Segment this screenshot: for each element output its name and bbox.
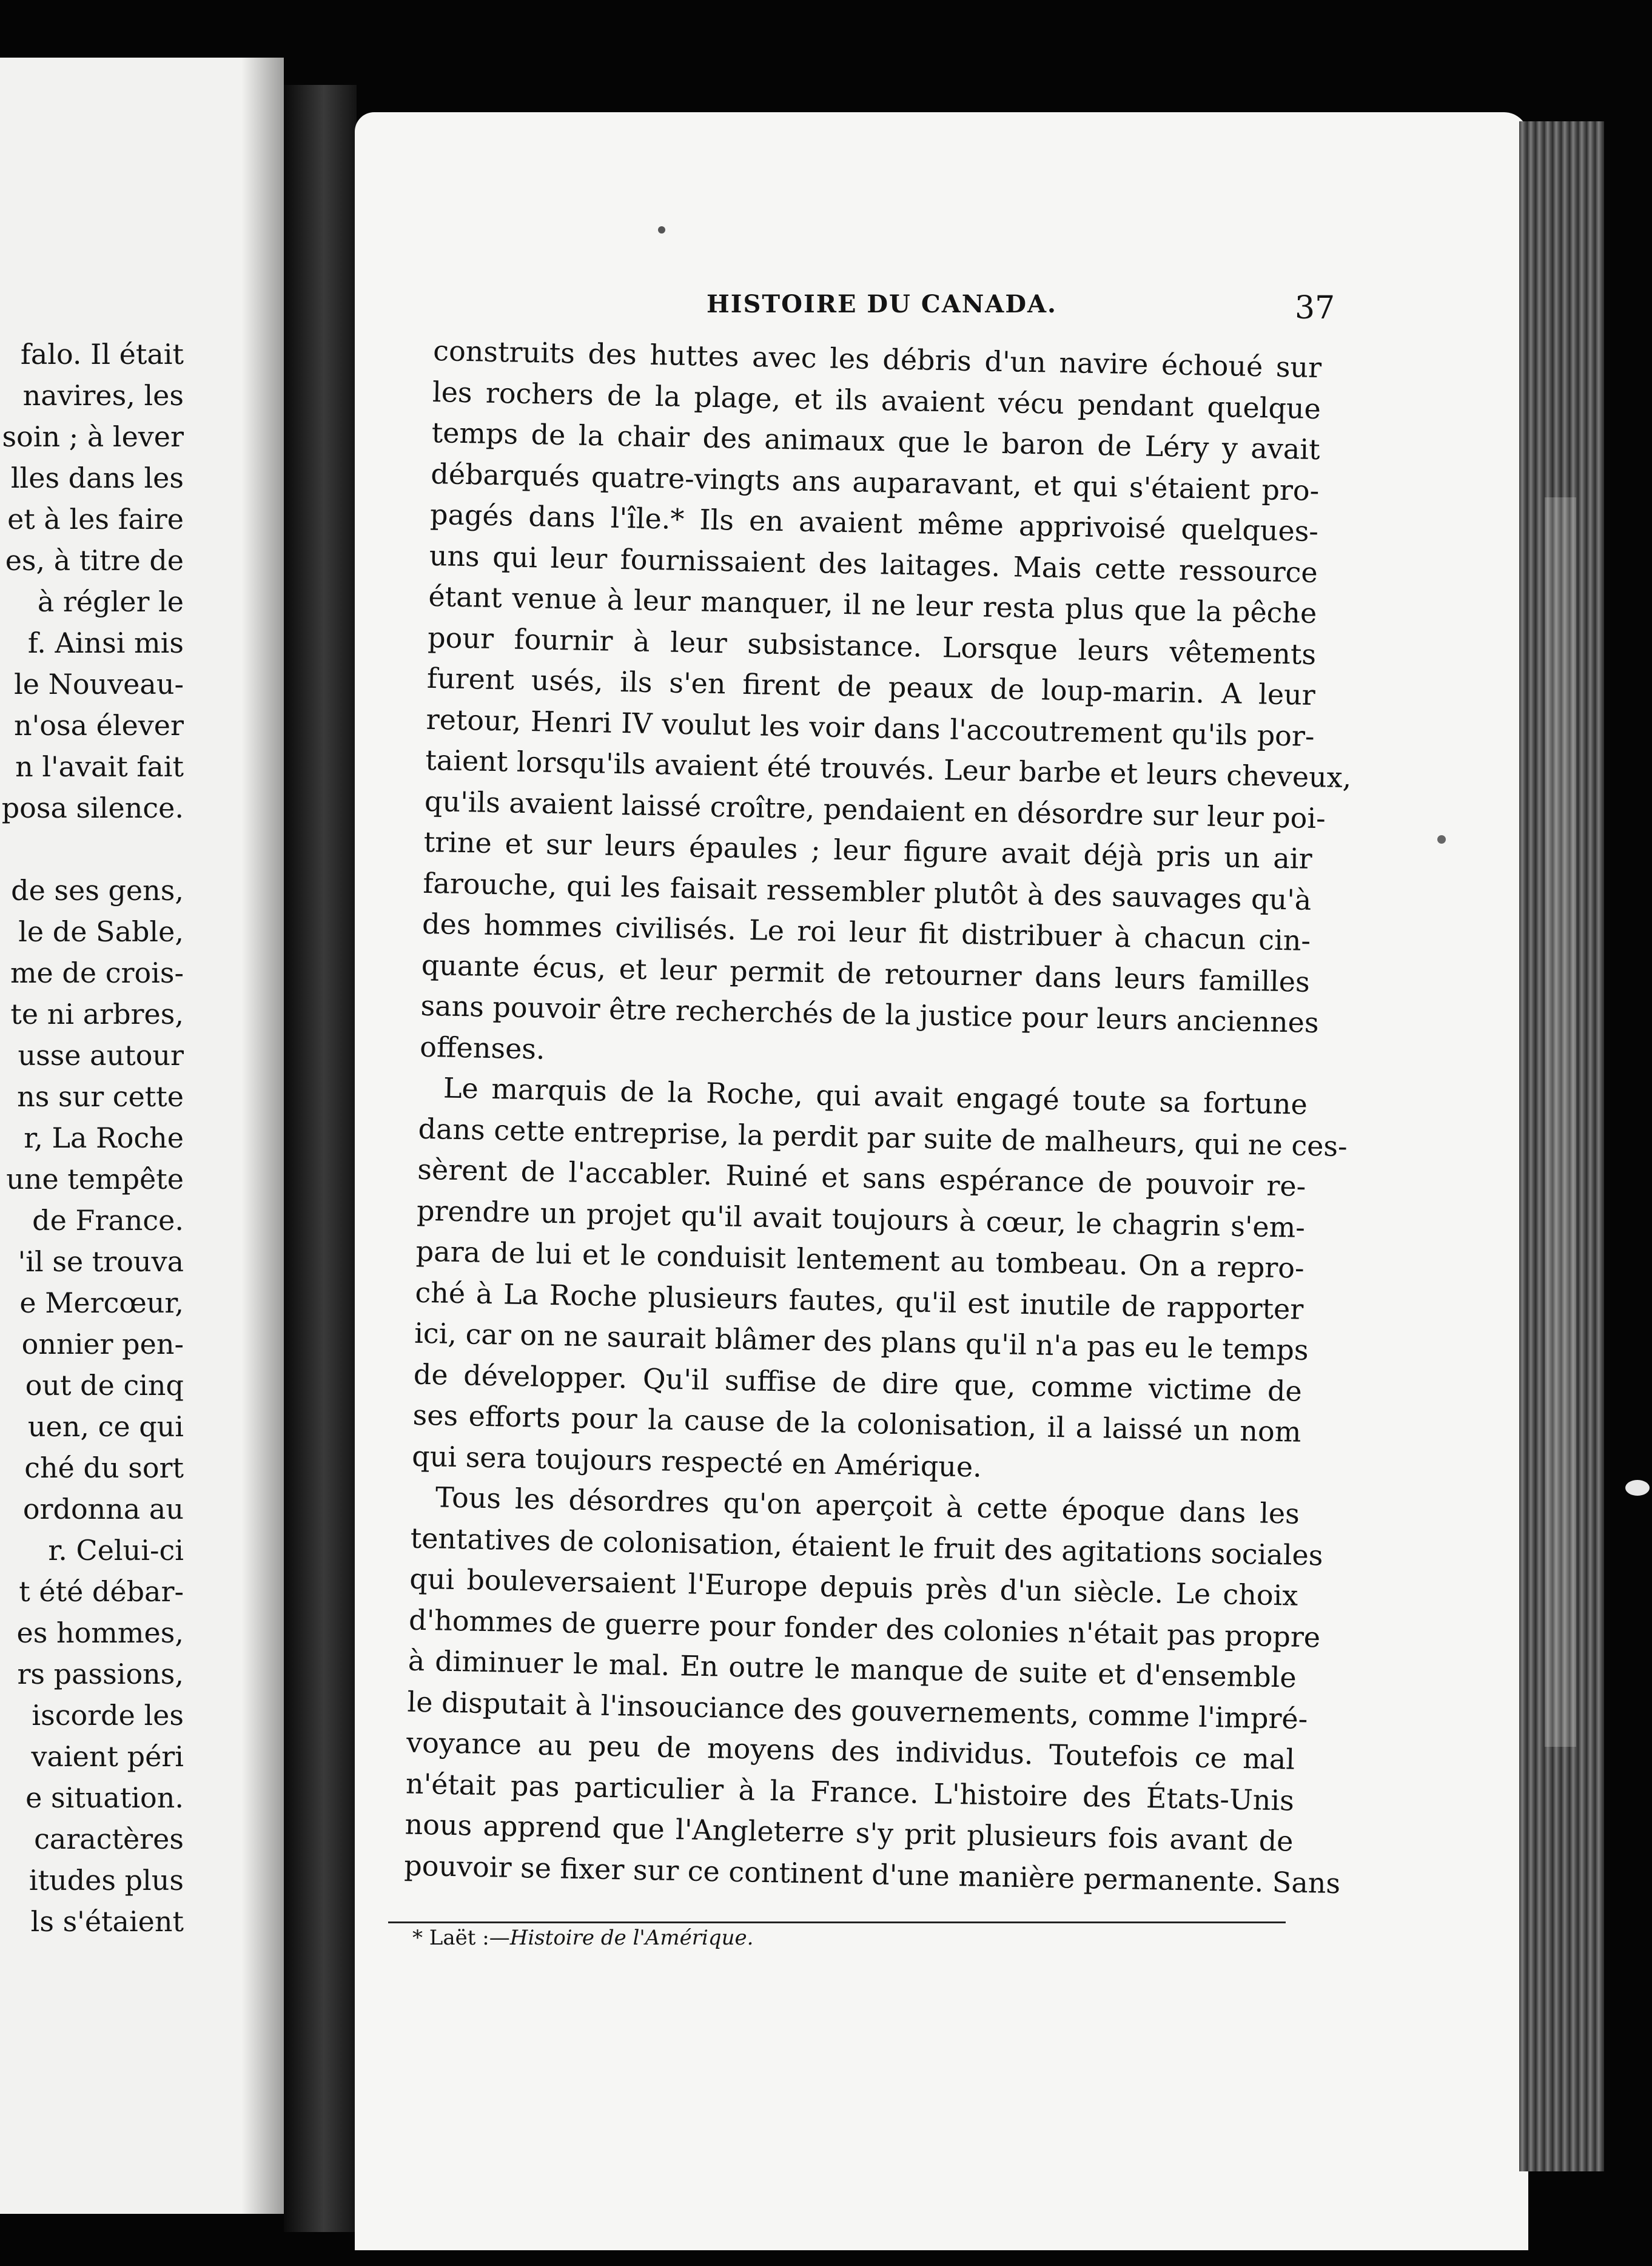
left-page-line: f. Ainsi mis — [27, 627, 184, 659]
body-line: Tous les désordres qu'on aperçoit à cette époque dans les — [435, 1481, 1300, 1530]
body-line: ici, car on ne saurait blâmer des plans qu'il n'a pas eu le temps — [414, 1316, 1309, 1367]
body-line: Le marquis de la Roche, qui avait engagé toute sa fortune — [443, 1071, 1308, 1121]
body-line: à diminuer le mal. En outre le manque de suite et d'ensemble — [408, 1644, 1297, 1694]
left-page-line: iscorde les — [32, 1699, 184, 1732]
footnote-prefix: * Laët :— — [412, 1926, 510, 1950]
body-line: dans cette entreprise, la perdit par suite de malheurs, qui ne ces- — [418, 1112, 1348, 1163]
body-line: qu'ils avaient laissé croître, pendaient en désordre sur leur poi- — [424, 784, 1326, 835]
left-page-line: et à les faire — [7, 503, 184, 536]
left-page-text — [0, 58, 184, 2214]
left-page-line: à régler le — [37, 585, 184, 618]
left-page-line: es, à titre de — [5, 544, 184, 577]
body-line: retour, Henri IV voulut les voir dans l'accoutrement qu'ils por- — [426, 702, 1315, 753]
body-line: les rochers de la plage, et ils avaient vécu pendant quelque — [432, 375, 1321, 425]
body-line: débarqués quatre-vingts ans auparavant, et qui s'étaient pro- — [430, 457, 1320, 507]
left-page-line: n l'avait fait — [15, 750, 184, 783]
left-page-line: navires, les — [22, 379, 184, 412]
footnote — [412, 1926, 753, 1950]
body-line: farouche, qui les faisait ressembler plutôt à des sauvages qu'à — [423, 866, 1312, 916]
body-line: sans pouvoir être recherchés de la justice pour leurs anciennes — [420, 989, 1320, 1040]
left-page-line: te ni arbres, — [10, 998, 184, 1030]
left-page-line: rs passions, — [17, 1658, 184, 1690]
left-page-gutter-shadow — [241, 58, 284, 2214]
left-page-line: vaient péri — [31, 1740, 184, 1773]
dust-speck — [1625, 1480, 1650, 1496]
left-page-line: ché du sort — [24, 1451, 184, 1484]
left-page-line: es hommes, — [16, 1616, 184, 1649]
dust-speck — [1437, 835, 1446, 844]
body-line: taient lorsqu'ils avaient été trouvés. Leur barbe et leurs cheveux, — [425, 743, 1352, 795]
body-line: sèrent de l'accabler. Ruiné et sans espérance de pouvoir re- — [417, 1152, 1306, 1203]
left-page-line: usse autour — [18, 1039, 184, 1072]
left-page-line: le Nouveau- — [14, 668, 184, 701]
body-line: offenses. — [419, 1030, 546, 1066]
left-page-line: e situation. — [25, 1781, 184, 1814]
body-line: para de lui et le conduisit lentement au tombeau. On a repro- — [415, 1234, 1305, 1285]
body-line: temps de la chair des animaux que le baron de Léry y avait — [431, 415, 1321, 466]
left-page-line: t été débar- — [19, 1575, 184, 1608]
left-page-line: e Mercœur, — [19, 1286, 184, 1319]
body-line: voyance au peu de moyens des individus. Toutefois ce mal — [406, 1726, 1295, 1776]
library-stamp — [1545, 497, 1576, 1747]
left-page-line: r, La Roche — [24, 1121, 184, 1154]
body-line: prendre un projet qu'il avait toujours à cœur, le chagrin s'em- — [416, 1194, 1306, 1244]
body-line: furent usés, ils s'en firent de peaux de loup-marin. A leur — [426, 661, 1316, 712]
body-line: tentatives de colonisation, étaient le fruit des agitations sociales — [410, 1521, 1323, 1572]
body-line: de développer. Qu'il suffise de dire que, comme victime de — [413, 1357, 1303, 1408]
body-line: construits des huttes avec les débris d'un navire échoué sur — [432, 334, 1322, 385]
body-line: qui bouleversaient l'Europe depuis près d'un siècle. Le choix — [409, 1562, 1298, 1612]
left-page-line: une tempête — [6, 1163, 184, 1195]
body-line: des hommes civilisés. Le roi leur fit distribuer à chacun cin- — [421, 907, 1311, 957]
left-page-line: out de cinq — [25, 1369, 184, 1402]
body-text — [403, 331, 1352, 1903]
left-page-line: lles dans les — [10, 462, 184, 494]
body-line: étant venue à leur manquer, il ne leur resta plus que la pêche — [428, 579, 1317, 630]
body-line: n'était pas particulier à la France. L'histoire des États-Unis — [405, 1767, 1295, 1817]
left-page-line: ns sur cette — [17, 1080, 184, 1113]
body-line: ché à La Roche plusieurs fautes, qu'il est inutile de rapporter — [415, 1276, 1304, 1326]
running-header: HISTOIRE DU CANADA. — [707, 290, 1057, 318]
body-line: trine et sur leurs épaules ; leur figure avait déjà pris un air — [423, 825, 1313, 875]
footnote-title: Histoire de l'Amérique. — [509, 1926, 754, 1950]
book-spine — [284, 85, 357, 2232]
left-page-line: r. Celui-ci — [48, 1534, 184, 1567]
left-page-line: caractères — [34, 1823, 184, 1855]
body-line: d'hommes de guerre pour fonder des colonies n'était pas propre — [408, 1603, 1321, 1653]
left-page-line: ls s'étaient — [30, 1905, 184, 1938]
body-line: quante écus, et leur permit de retourner dans leurs familles — [421, 948, 1311, 998]
left-page-line: n'osa élever — [14, 709, 184, 742]
page-fore-edge — [1519, 121, 1604, 2171]
left-page-line: de France. — [32, 1204, 184, 1237]
left-page-line: ordonna au — [22, 1493, 184, 1525]
left-page — [0, 58, 284, 2214]
body-line: pouvoir se fixer sur ce continent d'une manière permanente. Sans — [403, 1849, 1341, 1900]
footnote-rule — [388, 1921, 1286, 1923]
left-page-line: uen, ce qui — [27, 1410, 184, 1443]
dust-speck — [658, 226, 665, 234]
body-line: pagés dans l'île.* Ils en avaient même apprivoisé quelques- — [429, 497, 1319, 548]
body-line: ses efforts pour la cause de la colonisation, il a laissé un nom — [412, 1398, 1301, 1448]
left-page-line: posa silence. — [1, 792, 184, 824]
body-line: qui sera toujours respecté en Amérique. — [411, 1439, 982, 1484]
body-line: le disputait à l'insouciance des gouvernements, comme l'impré- — [407, 1685, 1308, 1735]
body-line: uns qui leur fournissaient des laitages. Mais cette ressource — [429, 539, 1318, 589]
body-line: nous apprend que l'Angleterre s'y prit plusieurs fois avant de — [405, 1807, 1294, 1858]
left-page-line: de ses gens, — [11, 874, 184, 907]
left-page-line: itudes plus — [29, 1864, 184, 1897]
left-page-line: me de crois- — [10, 956, 184, 989]
body-line: pour fournir à leur subsistance. Lorsque leurs vêtements — [427, 620, 1317, 671]
left-page-line: onnier pen- — [21, 1328, 184, 1360]
left-page-line: soin ; à lever — [2, 420, 184, 453]
left-page-line: le de Sable, — [18, 915, 184, 948]
left-page-line: 'il se trouva — [18, 1245, 184, 1278]
left-page-line: falo. Il était — [20, 338, 184, 371]
page-number: 37 — [1295, 290, 1335, 326]
